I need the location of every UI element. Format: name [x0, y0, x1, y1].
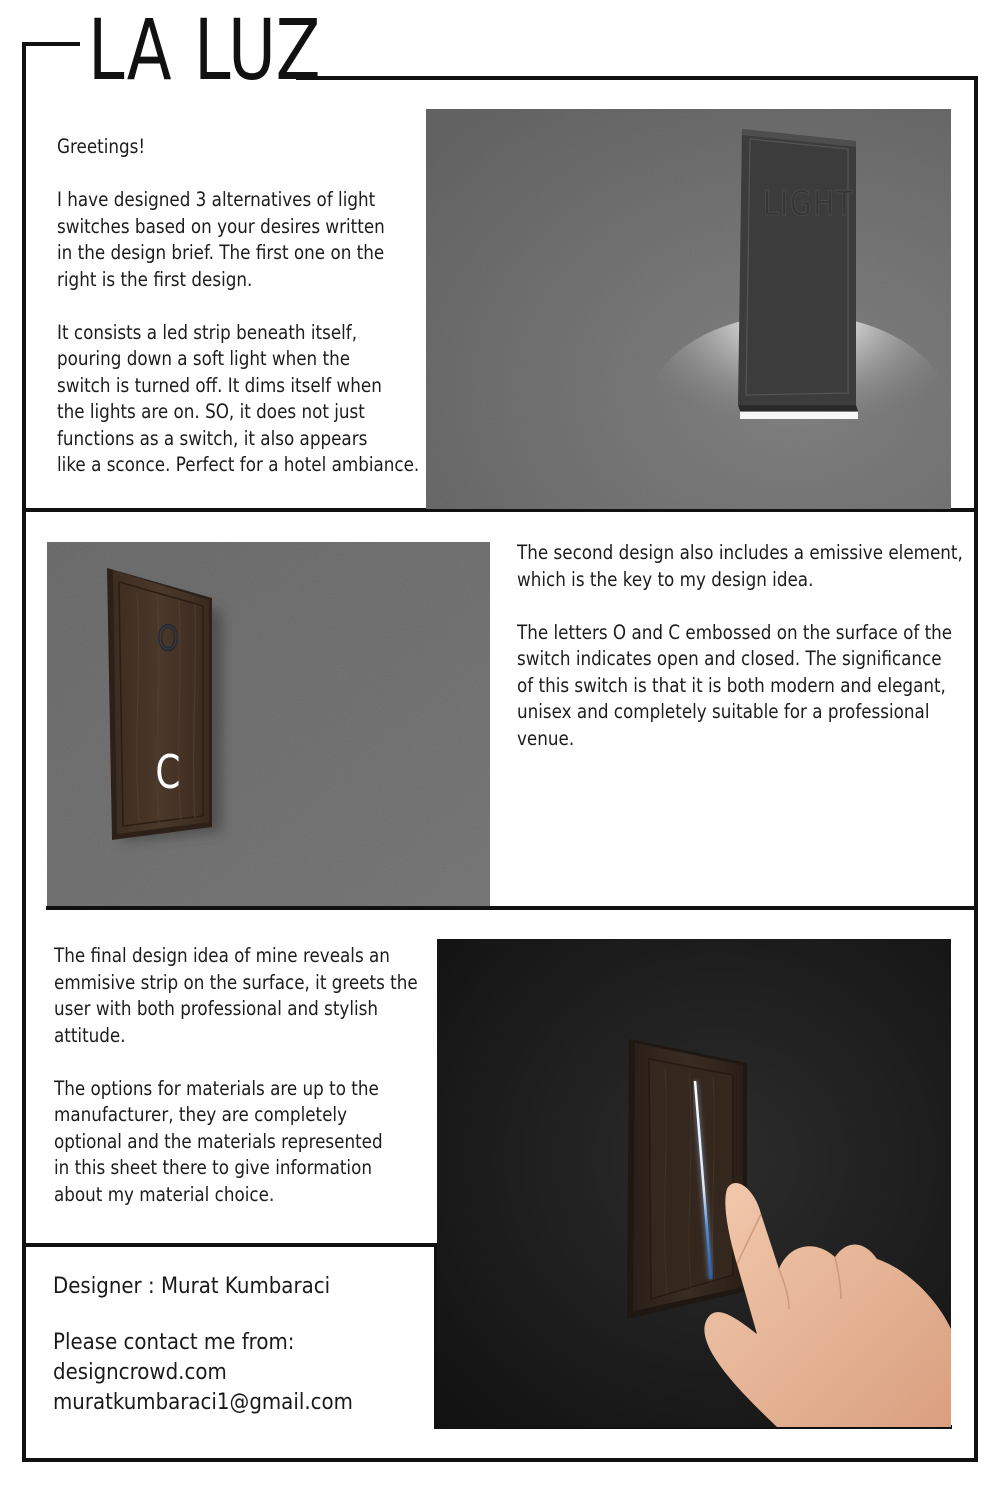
greeting: Greetings! — [57, 135, 146, 158]
contact-prompt: Please contact me from: — [53, 1330, 295, 1355]
strip-switch-render — [437, 939, 951, 1427]
oc-switch-render — [47, 542, 490, 906]
frame-top-border — [296, 76, 978, 80]
section3-text — [54, 943, 418, 1208]
section1-text — [57, 134, 419, 479]
section2-paragraph1: The second design also includes a emissive element, which is the key to my design idea. — [517, 541, 963, 591]
section3-paragraph1: The final design idea of mine reveals an emmisive strip on the surface, it greets the user with both professional and stylish attitude. — [54, 944, 418, 1047]
contact-website[interactable]: designcrowd.com — [53, 1360, 227, 1385]
contact-email[interactable]: muratkumbaraci1@gmail.com — [53, 1390, 353, 1415]
divider-2 — [46, 906, 978, 910]
divider-contact-top — [22, 1243, 436, 1247]
frame-left-border — [22, 42, 26, 1462]
frame-top-left-stub — [22, 42, 80, 46]
light-switch-render — [426, 109, 951, 509]
letter-closed: C — [155, 745, 181, 800]
section2-paragraph2: The letters O and C embossed on the surface of the switch indicates open and closed. The significance of this switch is that it is both modern and elegant, unisex and completely suitable for a professional venue. — [517, 620, 953, 750]
page-title: LA LUZ — [88, 1, 322, 99]
letter-open: O — [157, 619, 179, 659]
switch-light-label: LIGHT — [763, 184, 855, 224]
section1-paragraph2: It consists a led strip beneath itself, pouring down a soft light when the switch is turned off. It dims itself when the lights are on. SO, it does not just functions as a switch, it also appears like a sconce. Perfect for a hotel ambiance. — [57, 320, 420, 476]
frame-right-border — [974, 76, 978, 1462]
section2-text — [517, 540, 963, 752]
section3-paragraph2: The options for materials are up to the manufacturer, they are completely optional and the materials represented in this sheet there to give information about my material choice. — [54, 1076, 383, 1206]
designer-name: Designer : Murat Kumbaraci — [53, 1274, 331, 1299]
section1-paragraph1: I have designed 3 alternatives of light switches based on your desires written in the design brief. The first one on the right is the first design. — [57, 188, 385, 291]
contact-block — [53, 1272, 353, 1418]
frame-bottom-border — [22, 1458, 978, 1462]
